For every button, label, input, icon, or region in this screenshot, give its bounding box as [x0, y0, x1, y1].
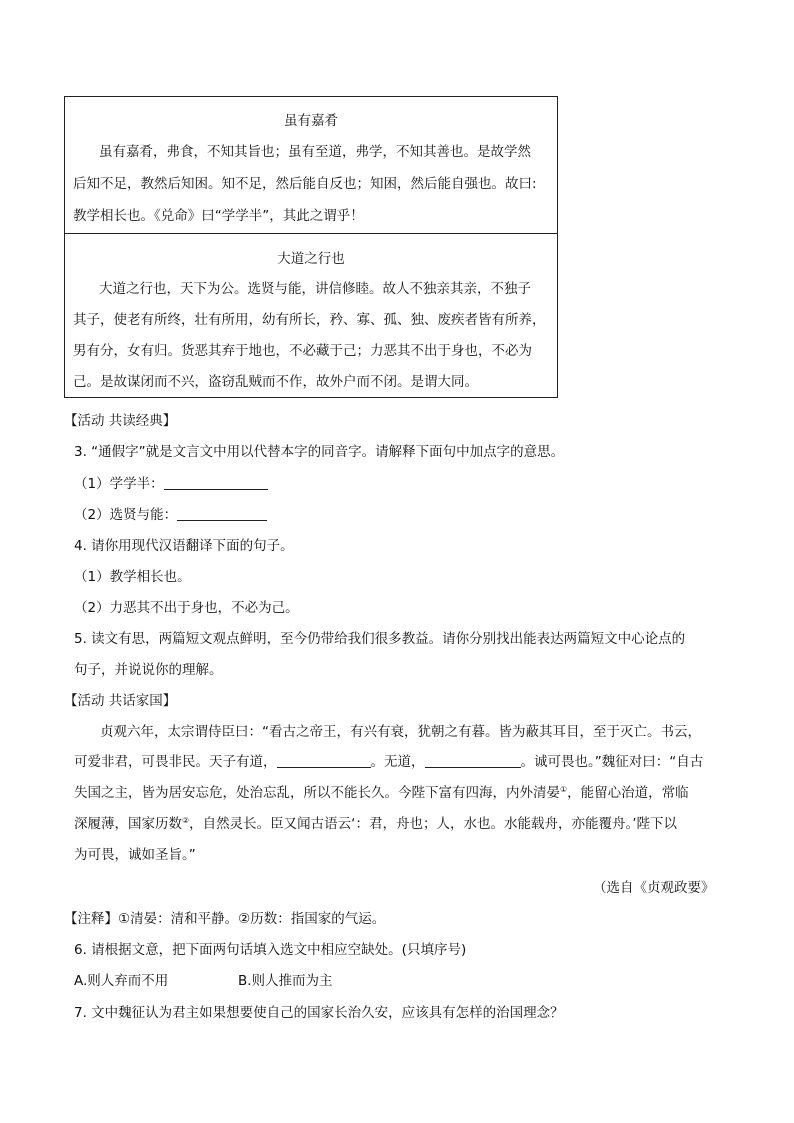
question-3: 3. “通假字”就是文言文中用以代替本字的同音字。请解释下面句中加点字的意思。: [74, 444, 565, 460]
passage3-text: 失国之主，皆为居安忘危，处治忘乱，所以不能长久。今陛下富有四海，内外清晏: [74, 785, 560, 801]
question-6: 6. 请根据文意，把下面两句话填入选文中相应空缺处。(只填序号): [74, 942, 467, 958]
passage3-line: [74, 750, 703, 770]
passage3-line: 贞观六年，太宗谓侍臣曰：“看古之帝王，有兴有衰，犹朝之有暮。皆为蔽其耳目，至于灭亡。书云，: [100, 724, 701, 740]
passage2-line: 己。是故谋闭而不兴，盗窃乱贼而不作，故外户而不闭。是谓大同。: [73, 374, 478, 390]
source-citation: （选自《贞观政要》: [593, 880, 715, 896]
activity1-heading: 【活动 共读经典】: [64, 413, 177, 429]
passage3-line: [74, 812, 677, 832]
passage3-text: 。诚可畏也。”魏征对曰：“自古: [520, 754, 704, 770]
passage3-text: 。无道，: [370, 754, 425, 770]
question-5-cont: 句子，并说说你的理解。: [74, 662, 223, 678]
passage1-line: 后知不足，教然后知困。知不足，然后能自反也；知困，然后能自强也。故曰:: [73, 176, 537, 192]
question-4-2: （2）力恶其不出于身也，不必为己。: [74, 600, 299, 616]
passage3-line: 为可畏，诚如圣旨。”: [74, 847, 196, 863]
passage-box: [64, 96, 558, 398]
passage-blank-2[interactable]: [425, 753, 521, 768]
question-6-option-b: B.则人推而为主: [238, 973, 333, 989]
answer-blank[interactable]: [164, 475, 268, 490]
question-3-1: [74, 472, 268, 492]
question-5: 5. 读文有思，两篇短文观点鲜明，至今仍带给我们很多教益。请你分别找出能表达两篇短文中心论点的: [74, 631, 686, 647]
question-3-2: [74, 503, 267, 523]
question-3-1-label: （1）学学半：: [74, 476, 164, 492]
passage3-text: 深履薄，国家历数: [74, 816, 182, 832]
notes: 【注释】①清晏：清和平静。②历数：指国家的气运。: [64, 911, 386, 927]
footnote-marker: ①: [560, 785, 568, 794]
question-3-2-label: （2）选贤与能：: [74, 507, 178, 523]
activity2-heading: 【活动 共话家国】: [64, 693, 177, 709]
passage3-line: [74, 781, 689, 801]
passage2-line: 其子，使老有所终，壮有所用，幼有所长，矜、寡、孤、独、废疾者皆有所养，: [73, 312, 546, 328]
passage3-text: 可爱非君，可畏非民。天子有道，: [74, 754, 277, 770]
passage1-title: 虽有嘉肴: [284, 113, 338, 129]
question-4: 4. 请你用现代汉语翻译下面的句子。: [74, 538, 294, 554]
passage3-text: ，能留心治道，常临: [567, 785, 689, 801]
passage-blank-1[interactable]: [277, 753, 371, 768]
passage1-line: 教学相长也。《兑命》曰“学学半”，其此之谓乎！: [73, 208, 364, 224]
passage1-line: 虽有嘉肴，弗食，不知其旨也；虽有至道，弗学，不知其善也。是故学然: [99, 144, 531, 160]
passage2-line: 男有分，女有归。货恶其弃于地也，不必藏于己；力恶其不出于身也，不必为: [73, 343, 532, 359]
passage-divider: [65, 233, 557, 234]
passage2-title: 大道之行也: [277, 251, 345, 267]
answer-blank[interactable]: [177, 506, 267, 521]
footnote-marker: ②: [182, 816, 190, 825]
question-7: 7. 文中魏征认为君主如果想要使自己的国家长治久安，应该具有怎样的治国理念？: [74, 1005, 564, 1021]
question-4-1: （1）教学相长也。: [74, 569, 191, 585]
passage3-text: ，自然灵长。臣又闻古语云‘：君，舟也；人，水也。水能载舟，亦能覆舟。’陛下以: [189, 816, 678, 832]
question-6-option-a: A.则人弃而不用: [74, 973, 169, 989]
passage2-line: 大道之行也，天下为公。选贤与能，讲信修睦。故人不独亲其亲，不独子: [99, 281, 531, 297]
